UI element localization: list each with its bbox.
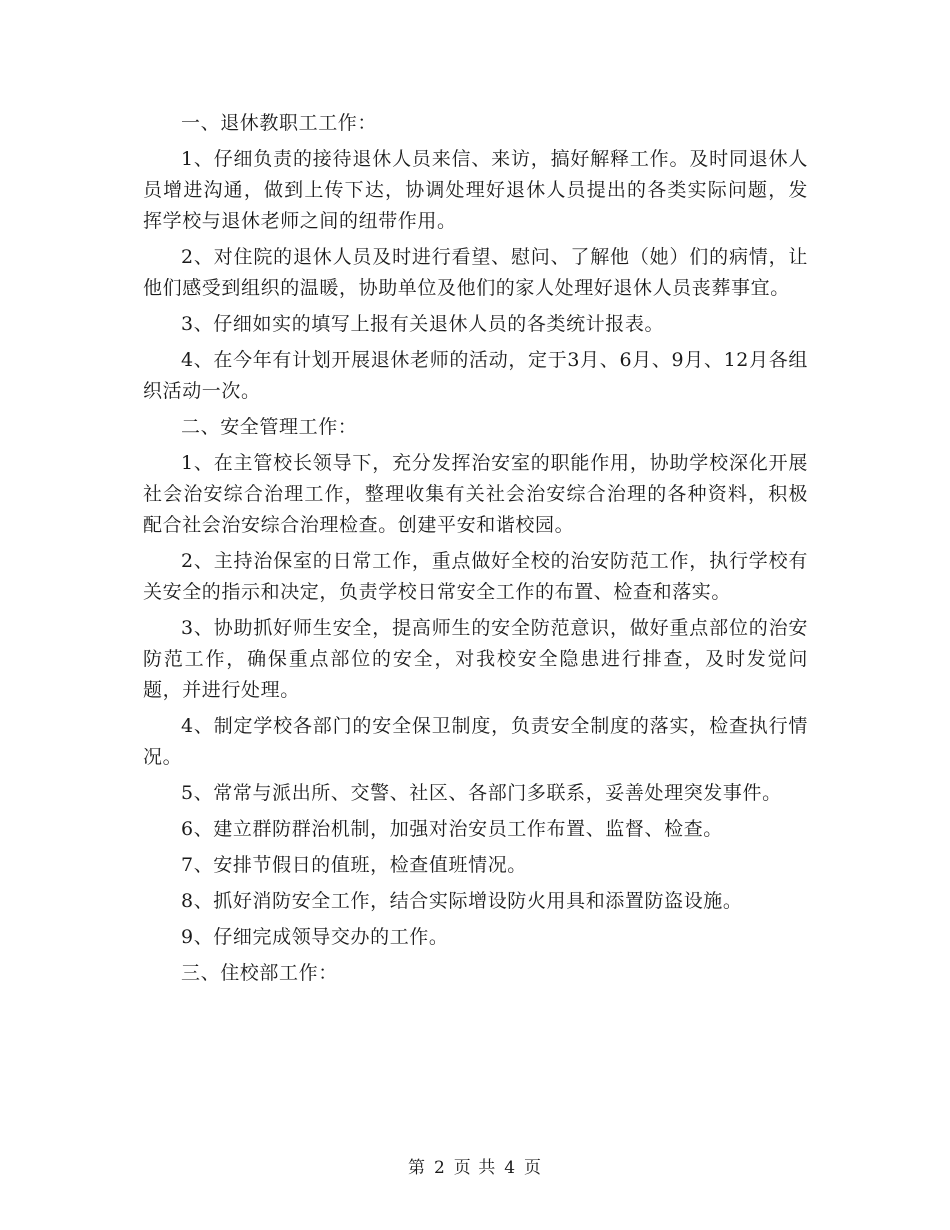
paragraph-safety-7: 7、安排节假日的值班，检查值班情况。 bbox=[181, 854, 527, 876]
current-page-number: 2 bbox=[433, 1158, 446, 1178]
paragraph-retired-3: 3、仔细如实的填写上报有关退休人员的各类统计报表。 bbox=[181, 313, 665, 335]
paragraph-retired-1: 1、仔细负责的接待退休人员来信、来访，搞好解释工作。及时同退休人员增进沟通，做到上传下达，协调处理好退休人员提出的各类实际问题，发挥学校与退休老师之间的纽带作用。 bbox=[143, 148, 808, 232]
paragraph-safety-2: 2、主持治保室的日常工作，重点做好全校的治安防范工作，执行学校有关安全的指示和决定，负责学校日常安全工作的布置、检查和落实。 bbox=[143, 550, 808, 603]
paragraph-safety-4: 4、制定学校各部门的安全保卫制度，负责安全制度的落实，检查执行情况。 bbox=[143, 715, 808, 768]
page-label-prefix: 第 bbox=[407, 1158, 426, 1178]
total-pages-number: 4 bbox=[504, 1158, 517, 1178]
paragraph-safety-1: 1、在主管校长领导下，充分发挥治安室的职能作用，协助学校深化开展社会治安综合治理工作，整理收集有关社会治安综合治理的各种资料，积极配合社会治安综合治理检查。创建平安和谐校园。 bbox=[143, 452, 808, 536]
paragraph-safety-8: 8、抓好消防安全工作，结合实际增设防火用具和添置防盗设施。 bbox=[181, 890, 743, 912]
paragraph-retired-4: 4、在今年有计划开展退休老师的活动，定于3月、6月、9月、12月各组织活动一次。 bbox=[143, 349, 808, 402]
paragraph-safety-9: 9、仔细完成领导交办的工作。 bbox=[181, 926, 449, 948]
paragraph-safety-6: 6、建立群防群治机制，加强对治安员工作布置、监督、检查。 bbox=[181, 818, 723, 840]
section-heading-retired-staff: 一、退休教职工工作： bbox=[181, 112, 378, 134]
document-body bbox=[143, 108, 808, 994]
paragraph-safety-5: 5、常常与派出所、交警、社区、各部门多联系，妥善处理突发事件。 bbox=[181, 782, 782, 804]
section-heading-safety: 二、安全管理工作： bbox=[181, 416, 358, 438]
page-number-footer bbox=[0, 1153, 950, 1178]
page-label-mid: 页 共 bbox=[453, 1158, 497, 1178]
paragraph-retired-2: 2、对住院的退休人员及时进行看望、慰问、了解他（她）们的病情，让他们感受到组织的温暖，协助单位及他们的家人处理好退休人员丧葬事宜。 bbox=[143, 246, 808, 299]
section-heading-boarding: 三、住校部工作： bbox=[181, 962, 338, 984]
page-label-suffix: 页 bbox=[524, 1158, 543, 1178]
paragraph-safety-3: 3、协助抓好师生安全，提高师生的安全防范意识，做好重点部位的治安防范工作，确保重点部位的安全，对我校安全隐患进行排查，及时发觉问题，并进行处理。 bbox=[143, 617, 808, 701]
